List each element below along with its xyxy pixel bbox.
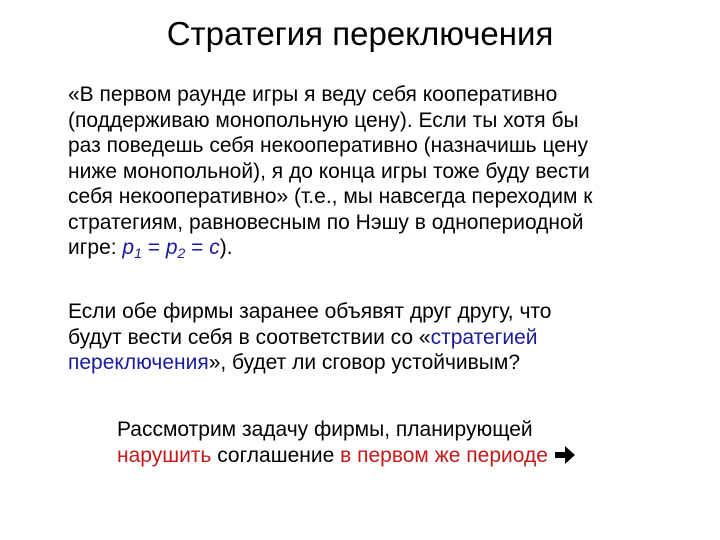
text-line-formula bbox=[68, 235, 592, 261]
text-fragment: соглашение bbox=[211, 443, 341, 467]
text-line: «В первом раунде игры я веду себя кооперативно bbox=[68, 83, 558, 106]
formula-p2 bbox=[166, 236, 185, 259]
text-line: ниже монопольной), я до конца игры тоже буду вести bbox=[68, 159, 590, 183]
formula-equals: = bbox=[185, 236, 210, 259]
question-paragraph bbox=[68, 299, 551, 376]
text-line bbox=[68, 350, 551, 376]
red-highlight: нарушить bbox=[117, 443, 212, 467]
text-line: себя некооперативно» (т.е., мы навсегда переходим к bbox=[68, 185, 593, 208]
text-fragment: игре: bbox=[68, 236, 123, 259]
text-line bbox=[68, 325, 551, 351]
text-fragment: », будет ли сговор устойчивым? bbox=[208, 351, 521, 374]
formula-variable: p bbox=[122, 236, 135, 259]
formula-c: c bbox=[209, 236, 220, 259]
right-arrow-icon bbox=[554, 445, 576, 472]
term-highlight: стратегией bbox=[430, 325, 538, 349]
formula-p1 bbox=[122, 236, 141, 259]
formula-subscript: 1 bbox=[134, 245, 142, 261]
text-line bbox=[117, 443, 576, 472]
text-line: раз поведешь себя некооперативно (назначишь цену bbox=[68, 134, 589, 157]
formula-equals: = bbox=[141, 236, 166, 259]
text-line: Если обе фирмы заранее объявят друг другу, что bbox=[68, 300, 552, 323]
text-fragment: ). bbox=[219, 236, 233, 259]
text-fragment: будут вести себя в соответствии со « bbox=[68, 325, 431, 349]
strategy-definition-paragraph bbox=[68, 82, 592, 261]
red-highlight: в первом же периоде bbox=[340, 443, 548, 467]
consider-paragraph bbox=[117, 417, 576, 471]
formula-variable: p bbox=[165, 236, 178, 259]
text-line: Рассмотрим задачу фирмы, планирующей bbox=[117, 418, 533, 441]
text-line: (поддерживаю монопольную цену). Если ты хотя бы bbox=[68, 108, 579, 132]
term-highlight: переключения bbox=[68, 351, 209, 374]
formula-subscript: 2 bbox=[177, 245, 186, 261]
text-line: стратегиям, равновесным по Нэшу в однопериодной bbox=[68, 210, 584, 234]
slide-title: Стратегия переключения bbox=[166, 15, 554, 52]
